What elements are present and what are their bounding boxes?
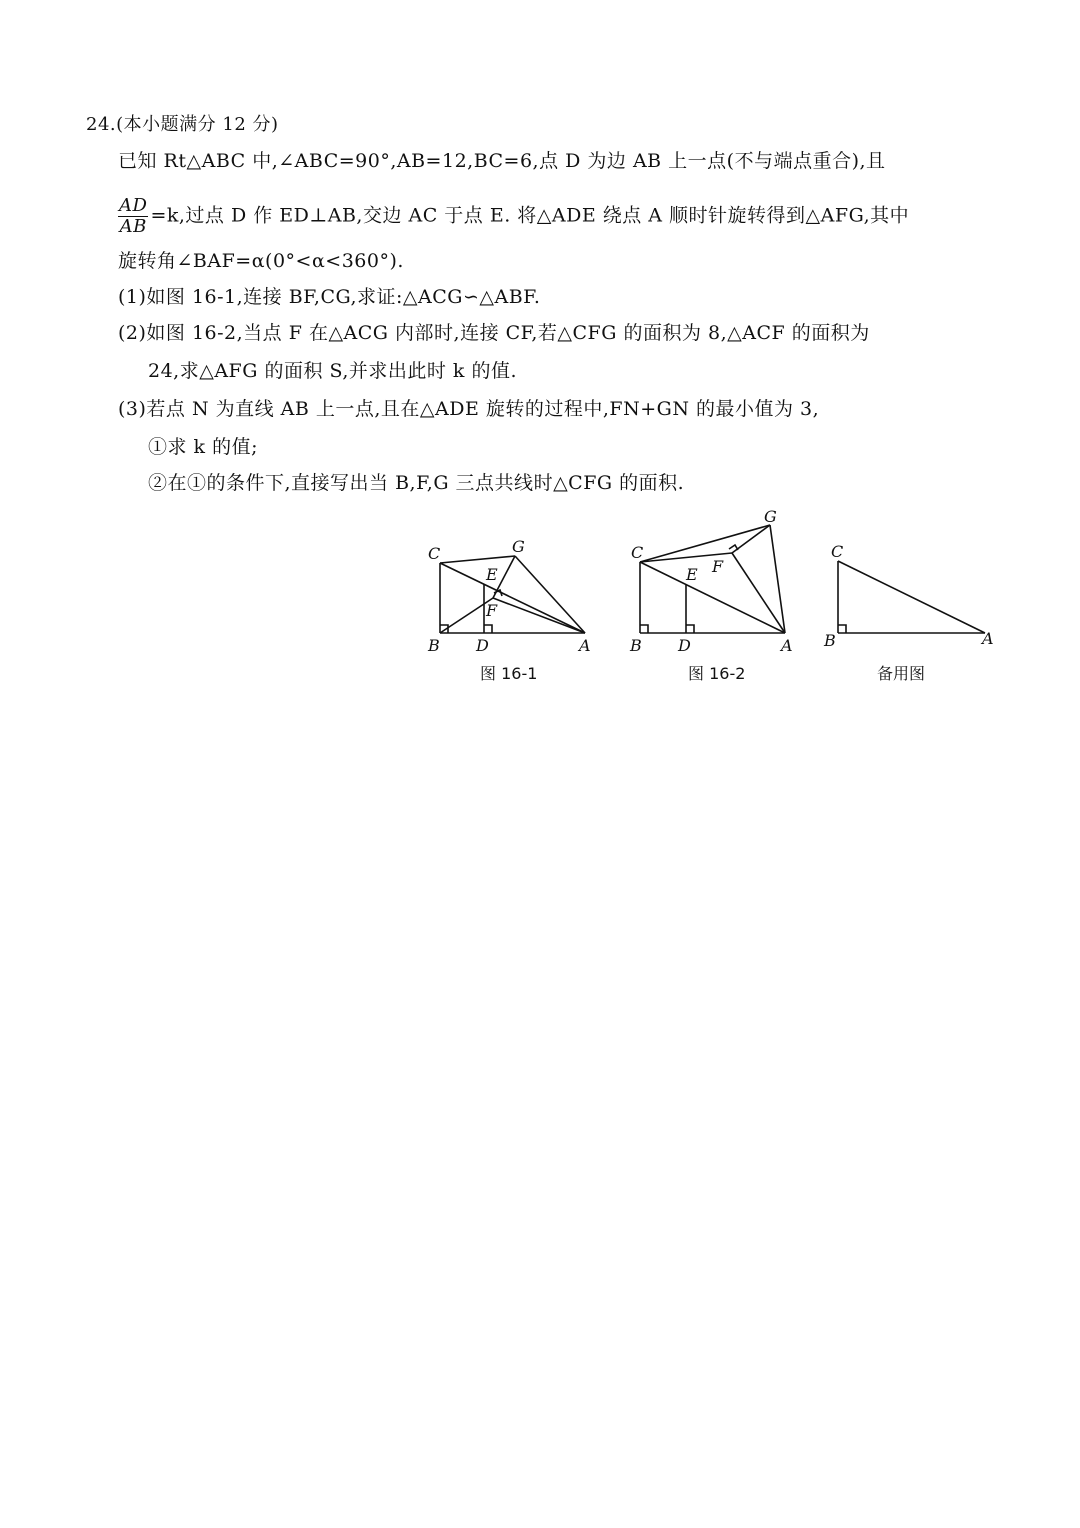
fraction-denominator: AB — [119, 216, 147, 237]
caption-backup-figure: 备用图 — [877, 664, 926, 683]
fig1-label-g: G — [512, 537, 525, 556]
fig2-right-angle-b — [640, 625, 648, 633]
fig2-label-a: A — [781, 636, 793, 655]
fig1-label-c: C — [428, 544, 441, 563]
fig3-label-b: B — [824, 631, 836, 650]
question-3-sub-1: ①求 k 的值; — [148, 436, 258, 458]
problem-line-3: 旋转角∠BAF=α(0°<α<360°). — [118, 250, 404, 272]
figure-16-2 — [640, 525, 785, 633]
fig1-label-a: A — [579, 636, 591, 655]
fig2-segment-ga — [770, 525, 785, 633]
question-2-part-a: (2)如图 16-2,当点 F 在△ACG 内部时,连接 CF,若△CFG 的面积为 8,△ACF 的面积为 — [118, 322, 870, 344]
fig3-label-c: C — [831, 542, 844, 561]
fig1-segment-ca — [440, 563, 585, 633]
fig2-label-d: D — [678, 636, 691, 655]
fig1-segment-fa — [493, 598, 585, 633]
fig3-label-a: A — [982, 629, 994, 648]
fig1-right-angle-d — [484, 625, 492, 633]
problem-header: 24.(本小题满分 12 分) — [86, 114, 279, 135]
fig3-right-angle-b — [838, 625, 846, 633]
question-3: (3)若点 N 为直线 AB 上一点,且在△ADE 旋转的过程中,FN+GN 的最小值为 3, — [118, 398, 820, 420]
caption-figure-16-2: 图 16-2 — [688, 664, 746, 683]
caption-figure-16-1: 图 16-1 — [480, 664, 538, 683]
fig2-segment-cg — [640, 525, 770, 562]
fig1-label-e: E — [486, 565, 498, 584]
question-3-sub-2: ②在①的条件下,直接写出当 B,F,G 三点共线时△CFG 的面积. — [148, 472, 685, 494]
question-1: (1)如图 16-1,连接 BF,CG,求证:△ACG∽△ABF. — [118, 286, 541, 308]
fig1-label-d: D — [476, 636, 489, 655]
problem-line-1: 已知 Rt△ABC 中,∠ABC=90°,AB=12,BC=6,点 D 为边 AB 上一点(不与端点重合),且 — [118, 150, 886, 172]
fig1-label-f: F — [486, 601, 498, 620]
geometry-figures — [0, 0, 1080, 720]
fraction-numerator: AD — [119, 195, 148, 216]
fig2-right-angle-f — [729, 545, 738, 550]
fig2-label-e: E — [686, 565, 698, 584]
fig2-label-c: C — [631, 543, 644, 562]
fig2-label-g: G — [764, 507, 777, 526]
fig2-label-b: B — [630, 636, 642, 655]
figure-backup — [838, 561, 985, 633]
fig3-segment-ca — [838, 561, 985, 633]
figure-16-1 — [440, 556, 585, 633]
fig2-label-f: F — [712, 557, 724, 576]
fig1-label-b: B — [428, 636, 440, 655]
fig1-segment-cg — [440, 556, 515, 563]
fig2-right-angle-d — [686, 625, 694, 633]
fig2-segment-fa — [732, 553, 785, 633]
problem-line-2-rest: =k,过点 D 作 ED⊥AB,交边 AC 于点 E. 将△ADE 绕点 A 顺时针旋转得到△AFG,其中 — [150, 204, 910, 227]
fig1-segment-ga — [515, 556, 585, 633]
question-2-part-b: 24,求△AFG 的面积 S,并求出此时 k 的值. — [148, 360, 518, 382]
